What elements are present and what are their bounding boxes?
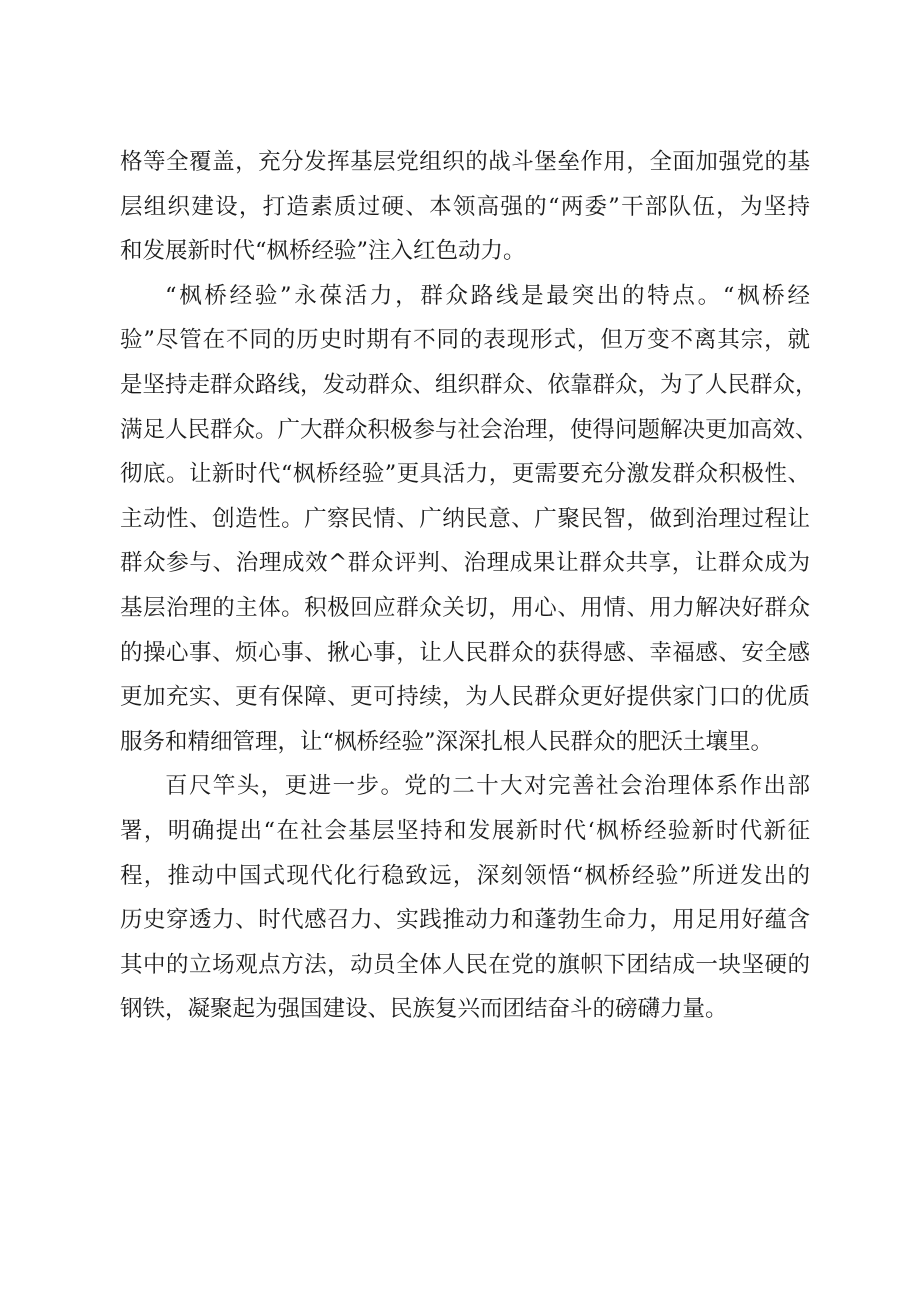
paragraph-3-line-6: 钢铁，凝聚起为强国建设、民族复兴而团结奋斗的磅礴力量。: [120, 996, 728, 1023]
paragraph-2-line-2: 验”尽管在不同的历史时期有不同的表现形式，但万变不离其宗，就: [120, 327, 810, 354]
paragraph-3-line-1: 百尺竿头，更进一步。党的二十大对完善社会治理体系作出部: [165, 773, 810, 800]
paragraph-1-line-1: 格等全覆盖，充分发挥基层党组织的战斗堡垒作用，全面加强党的基: [120, 149, 810, 175]
paragraph-2-line-11: 服务和精细管理，让“枫桥经验”深深扎根人民群众的肥沃土壤里。: [120, 728, 774, 755]
paragraph-1-line-2: 层组织建设，打造素质过硬、本领高强的“两委”干部队伍，为坚持: [120, 193, 810, 220]
paragraph-2-line-7: 群众参与、治理成效^群众评判、治理成果让群众共享，让群众成为: [120, 550, 810, 577]
paragraph-2-line-6: 主动性、创造性。广察民情、广纳民意、广聚民智，做到治理过程让: [120, 505, 810, 532]
paragraph-2-line-4: 满足人民群众。广大群众积极参与社会治理，使得问题解决更加高效、: [120, 416, 818, 443]
paragraph-3-line-2: 署，明确提出“在社会基层坚持和发展新时代‘枫桥经验新时代新征: [120, 817, 810, 844]
paragraph-2-line-8: 基层治理的主体。积极回应群众关切，用心、用情、用力解决好群众: [120, 594, 810, 621]
paragraph-3-line-3: 程，推动中国式现代化行稳致远，深刻领悟“枫桥经验”所迸发出的: [120, 862, 810, 889]
paragraph-2-line-3: 是坚持走群众路线，发动群众、组织群众、依靠群众，为了人民群众，: [120, 371, 818, 398]
paragraph-2-line-9: 的操心事、烦心事、揪心事，让人民群众的获得感、幸福感、安全感: [120, 639, 810, 666]
paragraph-3-line-4: 历史穿透力、时代感召力、实践推动力和蓬勃生命力，用足用好蕴含: [120, 907, 810, 934]
paragraph-2-line-10: 更加充实、更有保障、更可持续，为人民群众更好提供家门口的优质: [120, 684, 810, 711]
paragraph-2-line-5: 彻底。让新时代“枫桥经验”更具活力，更需要充分激发群众积极性、: [120, 461, 810, 488]
paragraph-3-line-5: 其中的立场观点方法，动员全体人民在党的旗帜下团结成一块坚硬的: [120, 951, 810, 978]
paragraph-2-line-1: “枫桥经验”永葆活力，群众路线是最突出的特点。“枫桥经: [165, 282, 810, 309]
paragraph-1-line-3: 和发展新时代“枫桥经验”注入红色动力。: [120, 238, 526, 265]
document-body: [120, 140, 818, 1032]
